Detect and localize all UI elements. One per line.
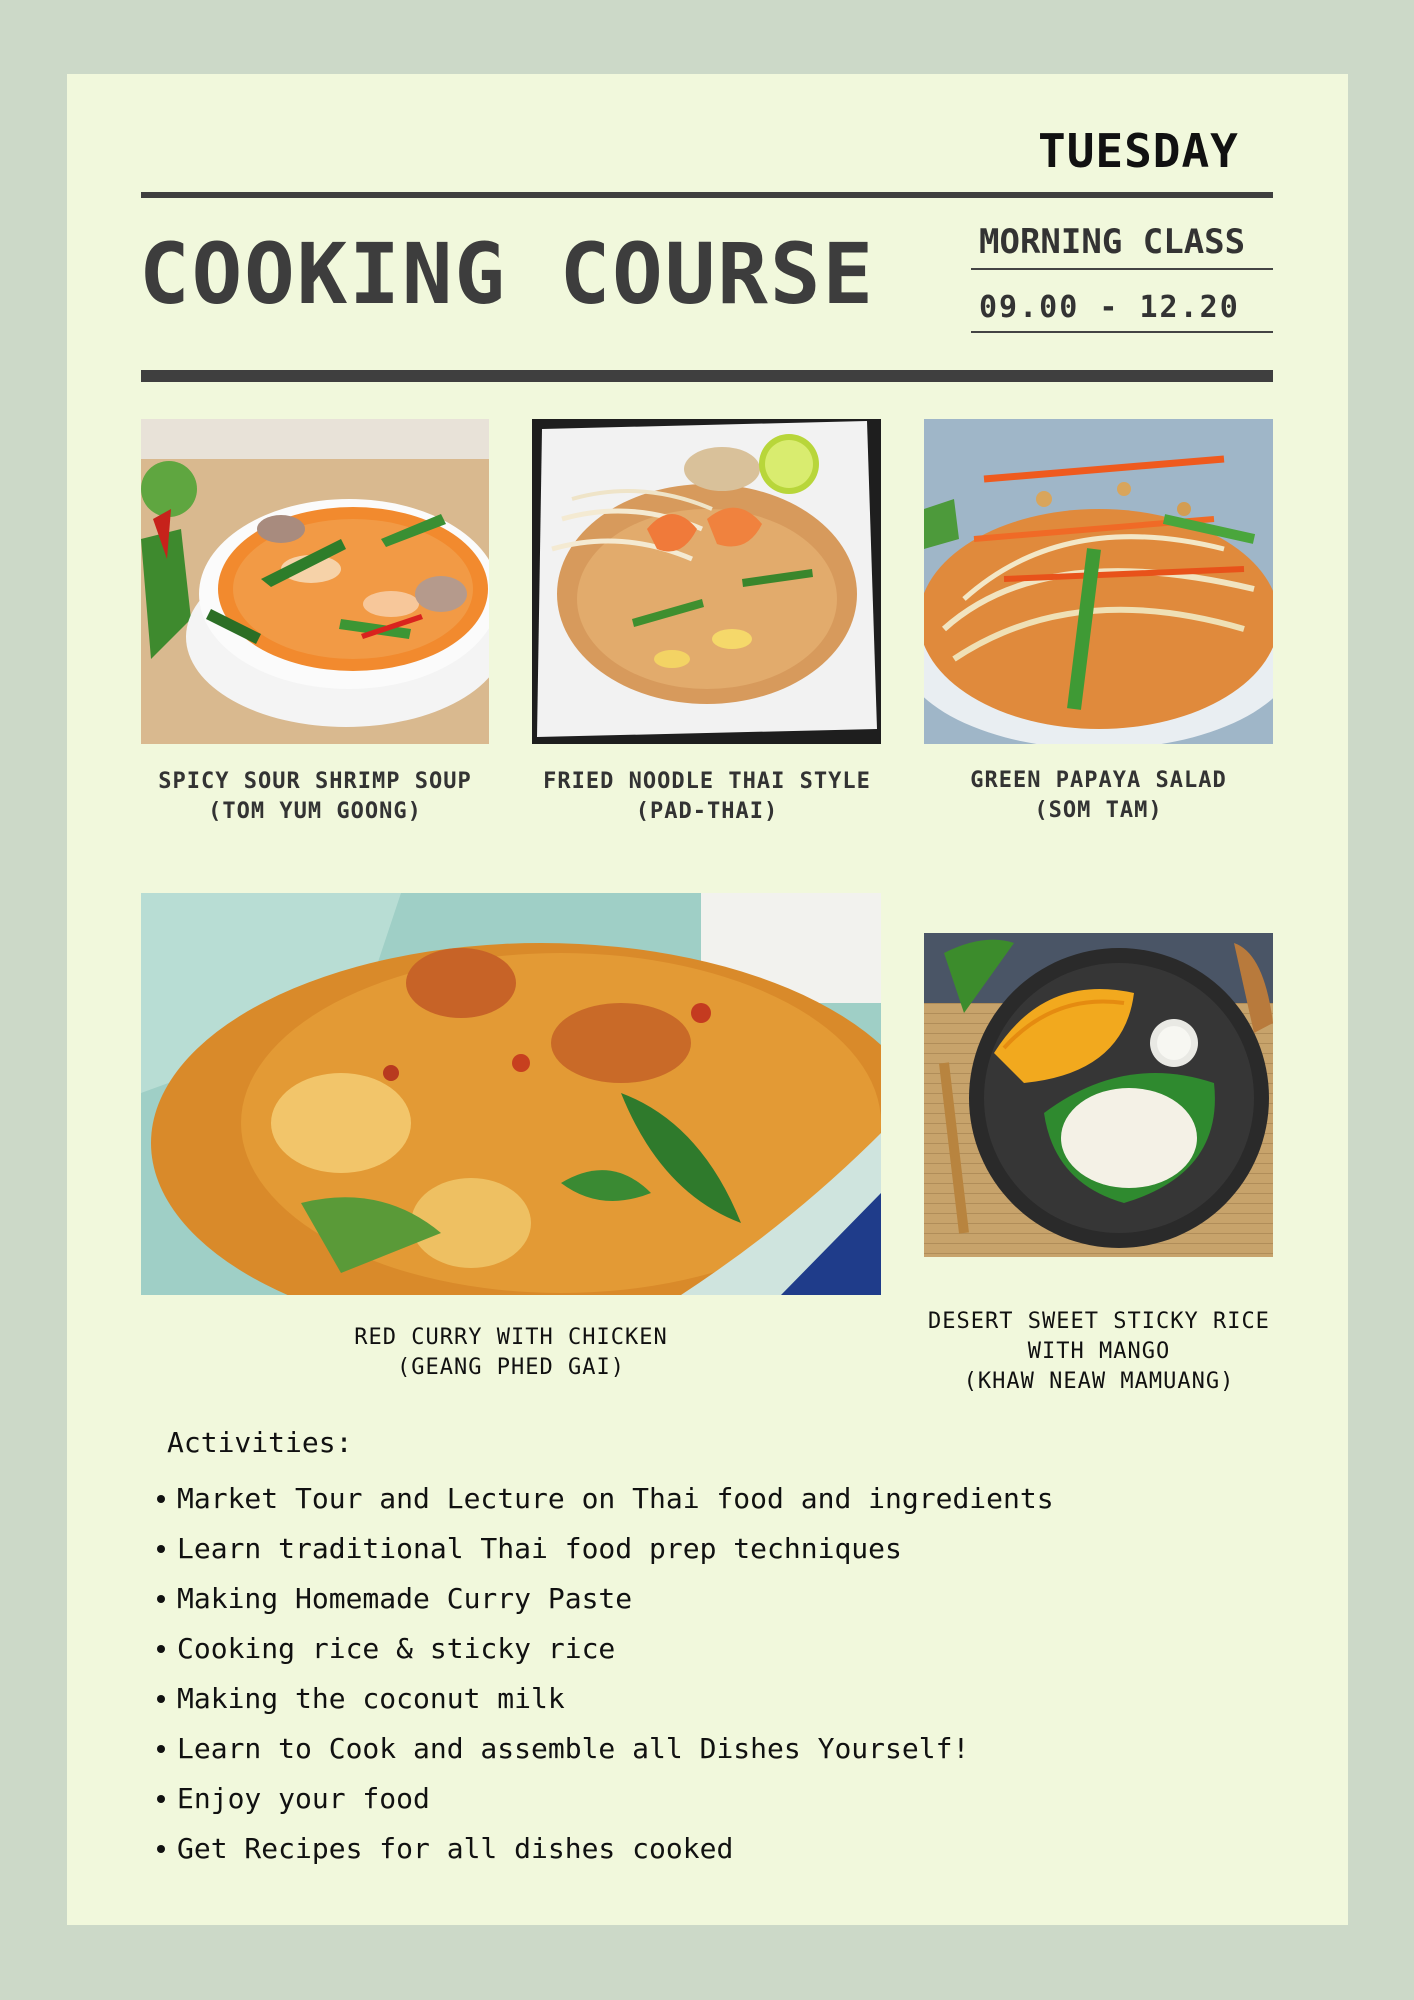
dish-caption-som-tam: [924, 766, 1273, 826]
top-rule: [141, 192, 1273, 198]
activities-list: [137, 1474, 1263, 1874]
pad-thai-photo: [532, 419, 881, 744]
list-item: Making the coconut milk: [163, 1674, 1263, 1724]
dish-name: SPICY SOUR SHRIMP SOUP: [158, 769, 472, 794]
class-name: MORNING CLASS: [979, 222, 1246, 262]
dish-name: GREEN PAPAYA SALAD: [970, 768, 1227, 793]
list-item: Enjoy your food: [163, 1774, 1263, 1824]
red-curry-photo: [141, 893, 881, 1295]
dish-thai-name: (TOM YUM GOONG): [208, 799, 422, 824]
dish-caption-tom-yum: [141, 767, 489, 827]
dish-thai-name: (PAD-THAI): [635, 799, 779, 824]
time-divider: [971, 331, 1273, 333]
class-time: 09.00 - 12.20: [979, 290, 1240, 325]
dish-name: RED CURRY WITH CHICKEN: [354, 1325, 668, 1350]
dish-caption-pad-thai: [507, 767, 907, 827]
activities-title: Activities:: [167, 1426, 353, 1459]
list-item: Making Homemade Curry Paste: [163, 1574, 1263, 1624]
dish-name: DESERT SWEET STICKY RICE: [928, 1309, 1270, 1334]
dish-caption-mango-sticky-rice: [899, 1307, 1299, 1397]
list-item: Get Recipes for all dishes cooked: [163, 1824, 1263, 1874]
header-rule: [141, 370, 1273, 382]
list-item: Learn to Cook and assemble all Dishes Yourself!: [163, 1724, 1263, 1774]
mango-sticky-rice-photo: [924, 933, 1273, 1257]
page-title: COOKING COURSE: [139, 225, 876, 323]
dish-name-continued: WITH MANGO: [1027, 1339, 1171, 1364]
tom-yum-soup-photo: [141, 419, 489, 744]
flyer-page: [67, 74, 1348, 1925]
papaya-salad-photo: [924, 419, 1273, 744]
class-divider: [971, 268, 1273, 270]
list-item: Cooking rice & sticky rice: [163, 1624, 1263, 1674]
dish-thai-name: (GEANG PHED GAI): [397, 1355, 625, 1380]
dish-name: FRIED NOODLE THAI STYLE: [543, 769, 871, 794]
list-item: Learn traditional Thai food prep techniques: [163, 1524, 1263, 1574]
list-item: Market Tour and Lecture on Thai food and ingredients: [163, 1474, 1263, 1524]
dish-caption-red-curry: [181, 1323, 841, 1383]
dish-thai-name: (KHAW NEAW MAMUANG): [963, 1369, 1235, 1394]
dish-thai-name: (SOM TAM): [1034, 798, 1163, 823]
day-label: TUESDAY: [1038, 124, 1239, 178]
